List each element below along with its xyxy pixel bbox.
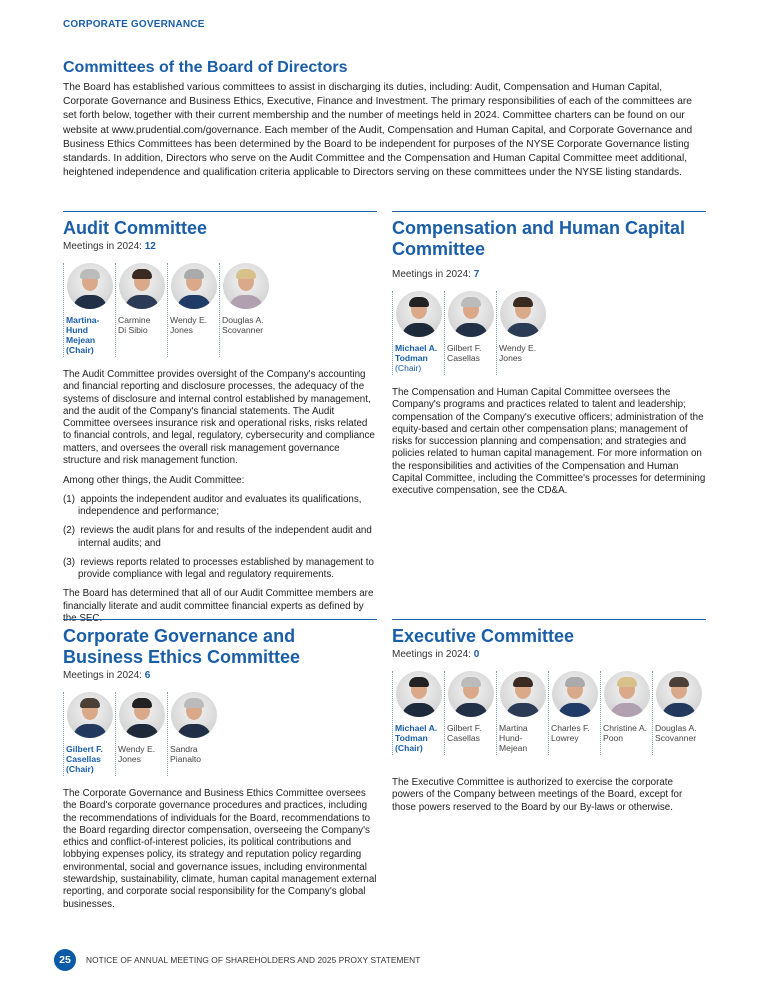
member-name-line: Martina- [66,315,100,325]
member-name [170,315,219,337]
member-name-line: Jones [118,754,141,764]
member-list [392,671,706,755]
member-name-line: Poon [603,733,624,743]
member-name-line: Christine A. [603,723,647,733]
member-name-line: Casellas [447,353,480,363]
member-name-line: Pianalto [170,754,202,764]
member-card [115,692,167,776]
member-name [551,723,600,745]
member-card [496,291,548,375]
member-name-line: Sandra [170,744,198,754]
member-name [66,744,115,776]
member-name-line: Di Sibio [118,325,148,335]
member-name-line: Wendy E. [499,343,537,353]
member-photo [67,692,113,738]
member-name-line: Hund Mejean [66,325,96,345]
page-footer [54,949,420,971]
committee-note: The Board has determined that all of our Audit Committee members are financially literate and audit committee financial experts as defined by the SEC. [63,588,374,625]
member-name-line: Jones [499,353,522,363]
chair-label: (Chair) [66,764,94,774]
member-name-line: Douglas A. [655,723,697,733]
member-name [655,723,704,745]
footer-text: NOTICE OF ANNUAL MEETING OF SHAREHOLDERS AND 2025 PROXY STATEMENT [86,955,421,965]
member-name-line: Michael A. [395,343,438,353]
member-photo [171,692,217,738]
member-photo [448,671,494,717]
duty-item: (3) reviews reports related to processes established by management to provide compliance with legal and regulatory requirements. [63,556,374,581]
member-name-line: Douglas A. [222,315,264,325]
committee-description: The Executive Committee is authorized to exercise the corporate powers of the Company between meetings of the Board, except for those powers reserved to the Board by our By-laws or otherwise. [392,777,683,813]
member-photo [223,263,269,309]
committee-description: The Audit Committee provides oversight of the Company's accounting and financial reporting and disclosure processes, the adequacy of the systems of disclosure and internal control established by management, and the audit of the Company's financial statements. The Audit Committee oversees insurance risk and operational risks, risks related to financial controls, and legal, regulatory, cybersecurity and compliance matters, and oversees the overall risk management governance structure and risk management function. [63,369,375,467]
member-card [600,671,652,755]
committee-description: The Compensation and Human Capital Committee oversees the Company's programs and practices related to talent and leadership; compensation of the Company's executive officers; administration of the equity-based and certain other compensation plans; management of risks for succession planning and compensation; and strategies and policies related to human capital management. For more information on the responsibilities and activities of the Compensation and Human Capital Committee, including the Committee's processes for determining executive compensation, see the CD&A. [392,387,706,497]
member-name-line: Lowrey [551,733,579,743]
member-card [392,671,444,755]
member-card [63,692,115,776]
member-photo [119,692,165,738]
section-label: CORPORATE GOVERNANCE [63,19,205,30]
member-name-line: Todman [395,733,428,743]
member-list [63,263,377,357]
committee-title: Compensation and Human Capital Committee [392,218,686,259]
member-card [496,671,548,755]
compensation-committee-section [392,211,706,498]
member-card [167,263,219,357]
member-photo [448,291,494,337]
member-name-line: Gilbert F. [66,744,103,754]
member-name-line: Martina [499,723,528,733]
member-name-line: Wendy E. [170,315,208,325]
member-name [118,315,167,337]
chair-label: (Chair) [395,363,422,373]
member-list [392,291,706,375]
member-name [499,723,548,755]
member-name-line: Scovanner [655,733,697,743]
chair-label: (Chair) [66,345,94,355]
member-photo [396,671,442,717]
duties-list [63,494,377,582]
member-card [444,671,496,755]
member-name [395,723,444,755]
page-number: 25 [54,949,76,971]
member-photo [552,671,598,717]
member-photo [67,263,113,309]
member-name-line: Todman [395,353,428,363]
member-name-line: Scovanner [222,325,264,335]
member-photo [500,671,546,717]
member-card [548,671,600,755]
member-photo [171,263,217,309]
member-name-line: Gilbert F. [447,343,482,353]
page-title: Committees of the Board of Directors [63,59,348,76]
chair-label: (Chair) [395,743,423,753]
member-photo [500,291,546,337]
member-card [444,291,496,375]
committee-duties-intro: Among other things, the Audit Committee: [63,475,245,487]
intro-paragraph: The Board has established various committees to assist in discharging its duties, including: Audit, Compensation and Human Capital, Corporate Governance and Business Ethics, Executive, Finance and Investment. The primary responsibilities of each of the committees are set forth below, together with their current membership and the number of meetings held in 2024. Committee charters can be found on our website at www.prudential.com/governance. Each member of the Audit, Compensation and Human Capital, and Corporate Governance and Business Ethics Committees has been determined by the Board to be independent for purposes of the NYSE Corporate Governance listing standards. In addition, Directors who serve on the Audit Committee and the Compensation and Human Capital Committee meet additional, heightened independence and qualification criteria applicable to Directors serving on these committees under the NYSE listing standards. [63,82,693,179]
member-name-line: Casellas [66,754,101,764]
executive-committee-section [392,619,706,814]
committee-title: Audit Committee [63,218,207,238]
committee-title: Executive Committee [392,626,575,646]
member-card [63,263,115,357]
member-card [392,291,444,375]
member-photo [119,263,165,309]
member-name [222,315,271,337]
member-name [447,723,496,745]
audit-committee-section [63,211,377,625]
member-name [447,343,496,365]
member-card [115,263,167,357]
member-card [219,263,271,357]
committee-title: Corporate Governance and Business Ethics Committee [63,626,301,667]
meetings-count: Meetings in 2024: 0 [392,649,480,660]
governance-committee-section [63,619,377,911]
member-name-line: Gilbert F. [447,723,482,733]
member-name [118,744,167,766]
member-card [652,671,704,755]
member-name-line: Charles F. [551,723,590,733]
member-name [66,315,115,357]
member-photo [656,671,702,717]
member-name-line: Wendy E. [118,744,156,754]
committee-description: The Corporate Governance and Business Ethics Committee oversees the Board's corporate governance procedures and practices, including the recommendations of individuals for the Board, recommendations to the Board regarding director compensation, overseeing the Company's ethics and conflict-of-interest policies, its political contributions and lobbying expenses policy, its strategy and reputation policy regarding environmental, social and governance issues, including environmental stewardship, sustainability, climate, human capital management external reporting, and corporate social responsibility for the Company's global businesses. [63,788,377,910]
meetings-count: Meetings in 2024: 6 [63,670,151,681]
duty-item: (2) reviews the audit plans for and results of the independent audit and internal audits; and [63,525,372,549]
member-list [63,692,377,776]
meetings-count: Meetings in 2024: 12 [63,241,156,252]
member-name-line: Carmine [118,315,151,325]
member-name [395,343,444,375]
member-name-line: Jones [170,325,193,335]
member-name [170,744,219,766]
member-photo [604,671,650,717]
duty-item: (1) appoints the independent auditor and evaluates its qualifications, independence and performance; [63,493,362,517]
member-name-line: Hund-Mejean [499,733,528,753]
member-photo [396,291,442,337]
member-name [603,723,652,745]
member-card [167,692,219,776]
member-name [499,343,548,365]
meetings-count: Meetings in 2024: 7 [392,269,480,280]
member-name-line: Michael A. [395,723,438,733]
member-name-line: Casellas [447,733,480,743]
